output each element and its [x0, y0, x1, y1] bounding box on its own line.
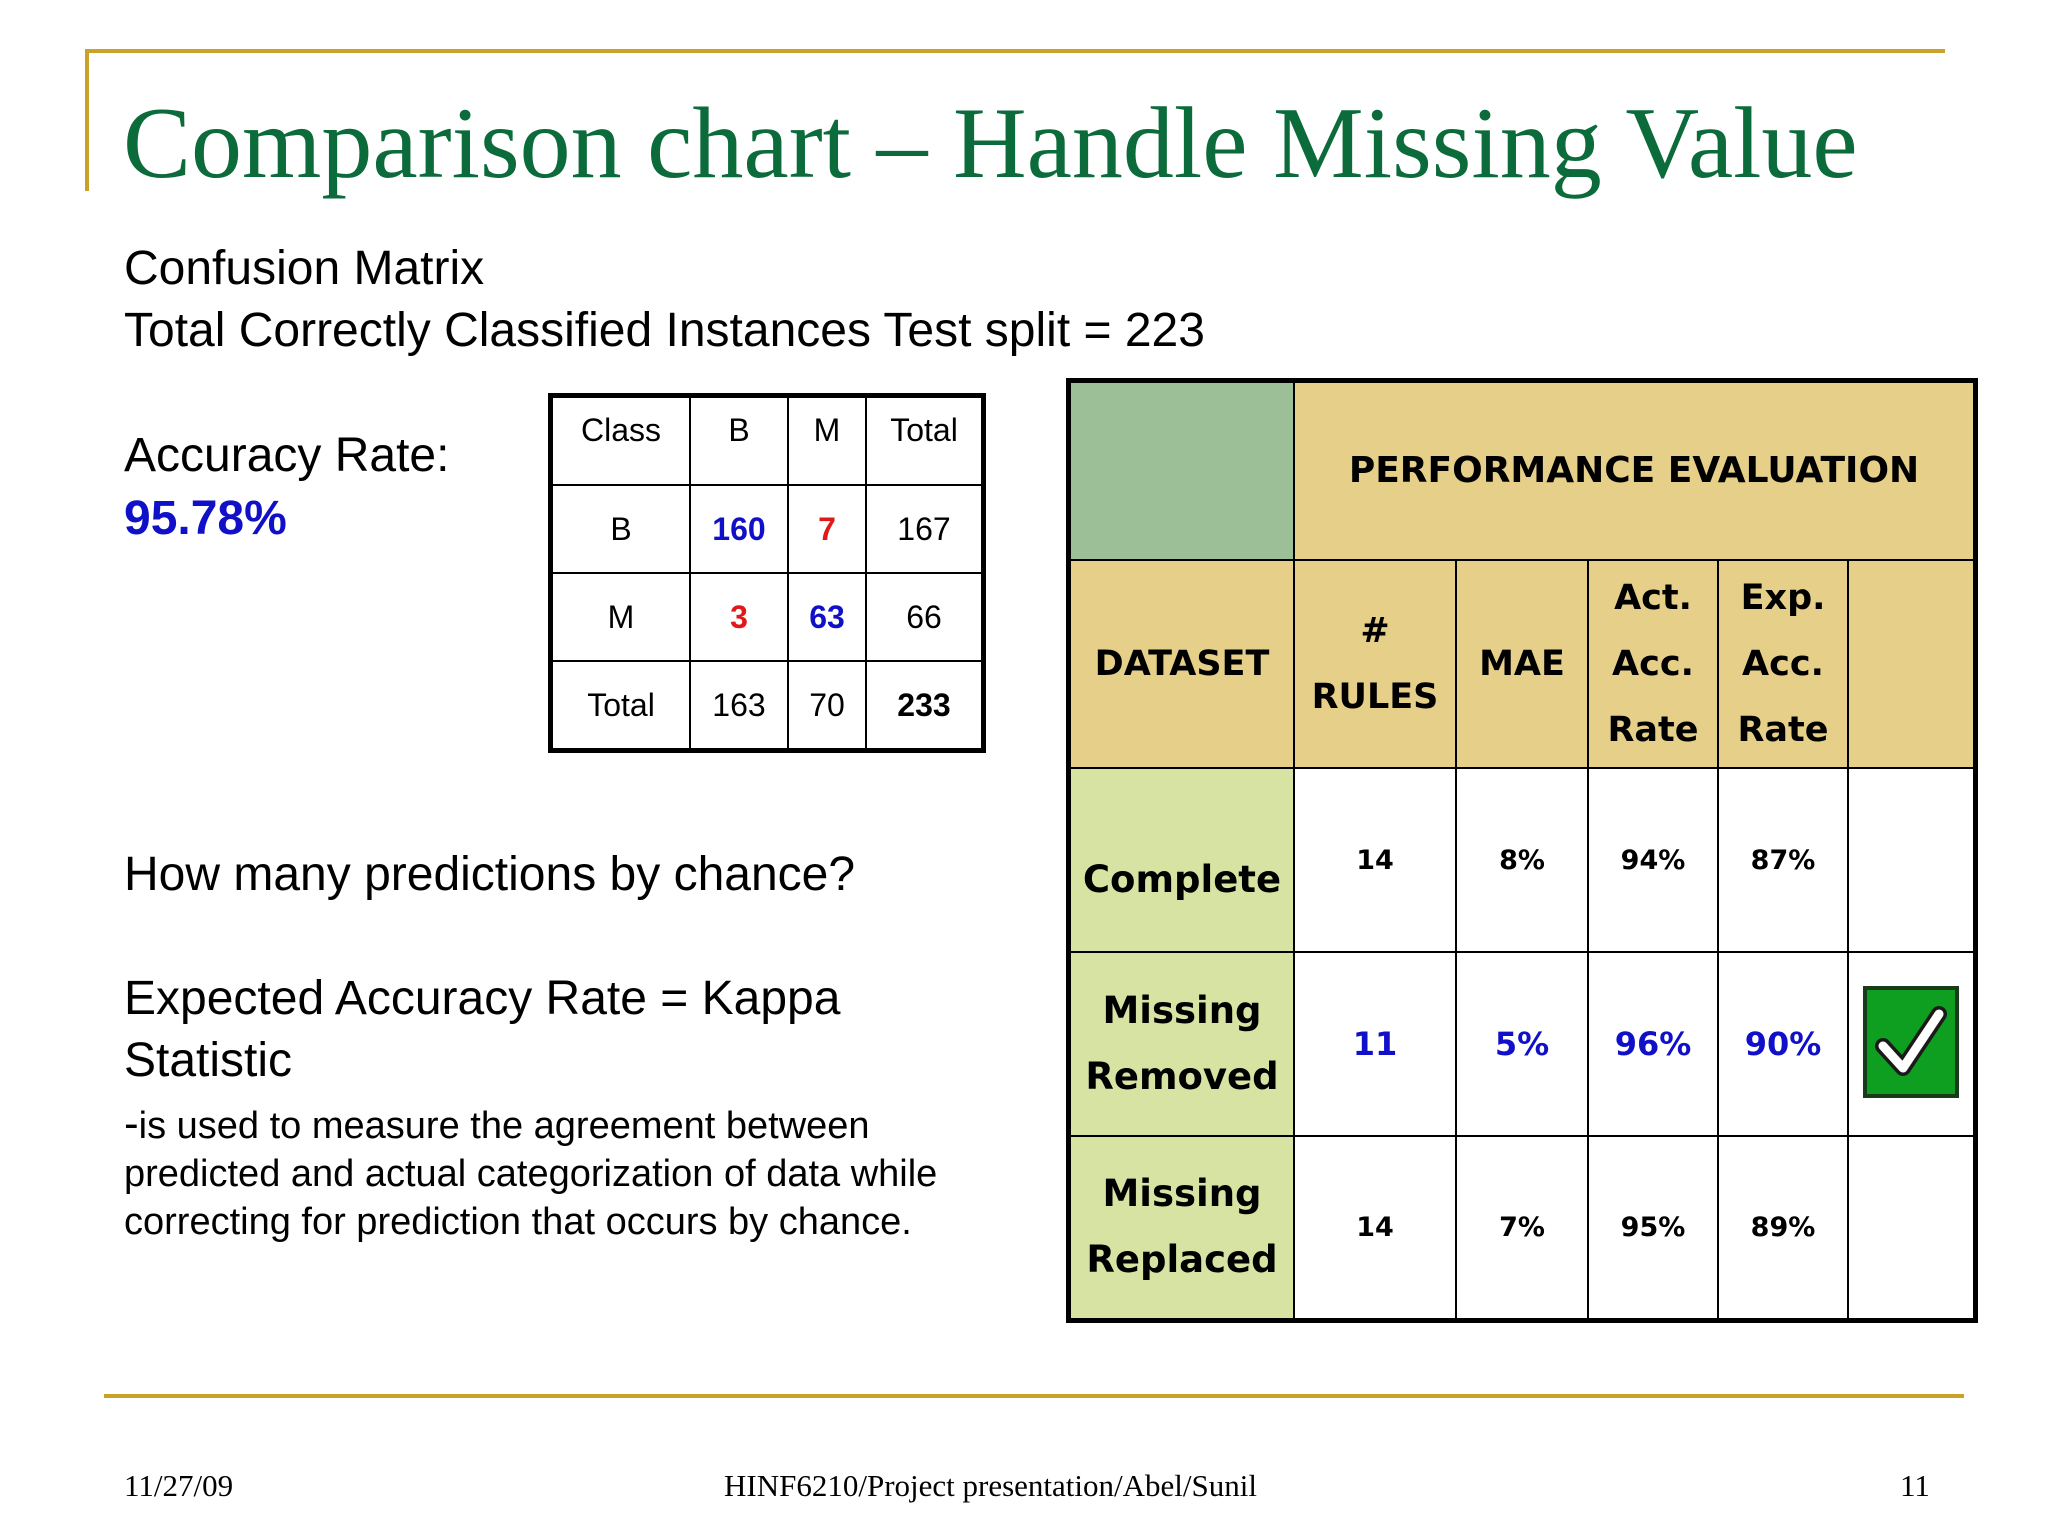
confusion-row — [551, 485, 984, 573]
perf-row-missing-replaced — [1069, 1136, 1976, 1320]
perf-col-line: Rate — [1737, 710, 1829, 750]
perf-row-missing-removed — [1069, 952, 1976, 1136]
bottom-rule — [104, 1394, 1964, 1398]
confusion-row — [551, 661, 984, 751]
expected-rate-line1: Expected Accuracy Rate = Kappa — [124, 972, 841, 1025]
perf-exp-cell: 90% — [1718, 952, 1848, 1136]
confusion-matrix-table — [548, 393, 986, 753]
perf-corner-cell — [1069, 381, 1295, 561]
perf-mae-cell: 7% — [1456, 1136, 1588, 1320]
expected-rate-line2: Statistic — [124, 1034, 293, 1087]
confusion-header-cell: Total — [866, 396, 984, 486]
perf-col-line: DATASET — [1094, 644, 1270, 684]
perf-act-cell: 95% — [1588, 1136, 1718, 1320]
perf-best-cell — [1848, 768, 1976, 952]
perf-row-complete — [1069, 768, 1976, 952]
perf-best-cell — [1848, 952, 1976, 1136]
dataset-label-line: Missing — [1102, 989, 1262, 1032]
dataset-label-line: Replaced — [1086, 1238, 1278, 1282]
perf-col-rules — [1294, 560, 1456, 768]
confusion-cell: 3 — [690, 573, 788, 661]
perf-col-line: MAE — [1479, 644, 1565, 684]
dataset-label-line: Missing — [1102, 1172, 1262, 1216]
perf-exp-cell: 87% — [1718, 768, 1848, 952]
dataset-label-line: Complete — [1082, 858, 1282, 901]
perf-dataset-cell — [1069, 1136, 1295, 1320]
confusion-cell: M — [551, 573, 691, 661]
check-icon — [1863, 986, 1959, 1098]
confusion-row — [551, 573, 984, 661]
footer-date: 11/27/09 — [124, 1468, 234, 1503]
accuracy-label: Accuracy Rate: — [124, 429, 450, 482]
confusion-header-row — [551, 396, 984, 486]
slide-title: Comparison chart – Handle Missing Value — [123, 87, 1858, 200]
confusion-header-cell: B — [690, 396, 788, 486]
subtitle-confusion-matrix: Confusion Matrix — [124, 242, 485, 295]
confusion-header-cell: M — [788, 396, 866, 486]
confusion-cell: 66 — [866, 573, 984, 661]
subtitle-correct-instances: Total Correctly Classified Instances Test split = 223 — [124, 304, 1205, 357]
perf-col-mae — [1456, 560, 1588, 768]
confusion-cell: 233 — [866, 661, 984, 751]
confusion-cell: 163 — [690, 661, 788, 751]
left-rule — [85, 49, 89, 191]
footer-presentation-info: HINF6210/Project presentation/Abel/Sunil — [724, 1468, 1257, 1503]
footer-page-number: 11 — [1900, 1468, 1930, 1503]
perf-col-dataset — [1069, 560, 1295, 768]
description-text: is used to measure the agreement between predicted and actual categorization of data while correcting for prediction that occurs by chance. — [124, 1105, 938, 1243]
perf-title-row — [1069, 381, 1976, 561]
confusion-cell: 160 — [690, 485, 788, 573]
confusion-cell: 7 — [788, 485, 866, 573]
perf-act-cell: 96% — [1588, 952, 1718, 1136]
perf-title: PERFORMANCE EVALUATION — [1294, 381, 1976, 561]
perf-rules-cell: 14 — [1294, 768, 1456, 952]
perf-header-row — [1069, 560, 1976, 768]
confusion-header-cell: Class — [551, 396, 691, 486]
perf-col-line: Acc. — [1742, 644, 1824, 684]
description-dash: - — [124, 1099, 139, 1148]
accuracy-value: 95.78% — [124, 492, 287, 545]
dataset-label-line: Removed — [1085, 1055, 1279, 1098]
perf-mae-cell: 8% — [1456, 768, 1588, 952]
perf-exp-cell: 89% — [1718, 1136, 1848, 1320]
perf-best-cell — [1848, 1136, 1976, 1320]
perf-act-cell: 94% — [1588, 768, 1718, 952]
perf-col-line: Act. — [1614, 578, 1692, 618]
confusion-cell: 70 — [788, 661, 866, 751]
top-rule — [85, 49, 1945, 53]
confusion-cell: B — [551, 485, 691, 573]
perf-col-act — [1588, 560, 1718, 768]
perf-col-best — [1848, 560, 1976, 768]
confusion-cell: Total — [551, 661, 691, 751]
perf-col-line: # — [1360, 611, 1390, 651]
perf-rules-cell: 14 — [1294, 1136, 1456, 1320]
perf-col-exp — [1718, 560, 1848, 768]
confusion-cell: 63 — [788, 573, 866, 661]
confusion-cell: 167 — [866, 485, 984, 573]
perf-col-line: Rate — [1607, 710, 1699, 750]
perf-mae-cell: 5% — [1456, 952, 1588, 1136]
chance-question: How many predictions by chance? — [124, 848, 856, 901]
perf-col-line: Exp. — [1740, 578, 1826, 618]
performance-evaluation-table — [1066, 378, 1978, 1323]
perf-col-line: RULES — [1311, 677, 1439, 717]
perf-col-line: Acc. — [1612, 644, 1694, 684]
perf-dataset-cell — [1069, 952, 1295, 1136]
perf-rules-cell: 11 — [1294, 952, 1456, 1136]
perf-dataset-cell — [1069, 768, 1295, 952]
kappa-description — [124, 1100, 944, 1246]
